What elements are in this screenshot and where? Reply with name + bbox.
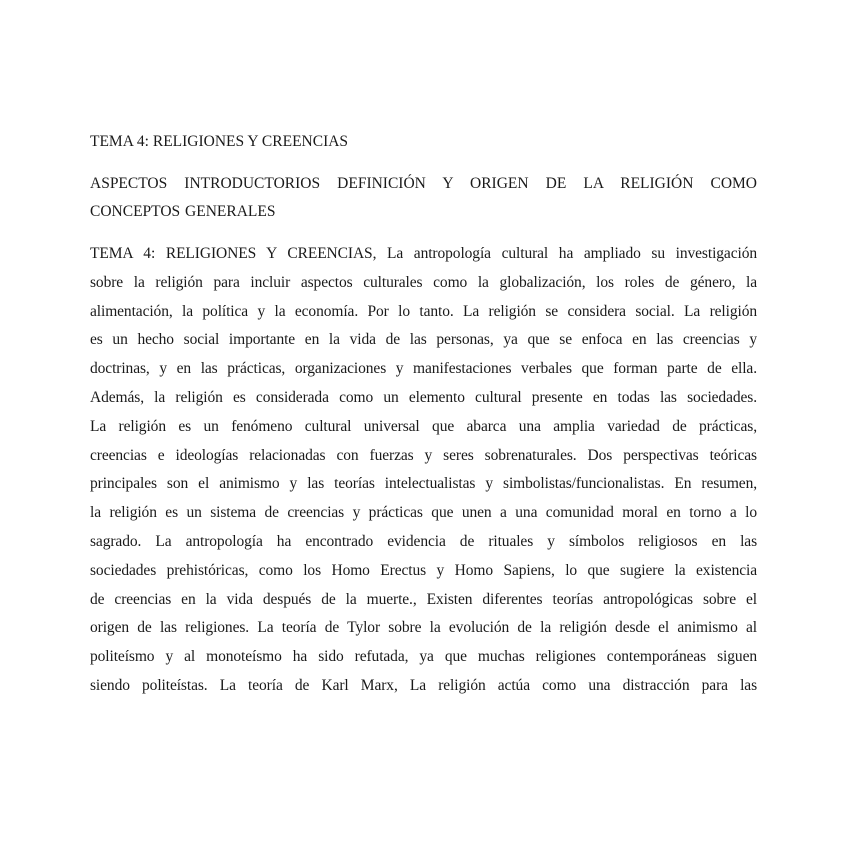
- subtitle-line: CONCEPTOS GENERALES: [90, 203, 276, 220]
- body-line: siendo politeístas. La teoría de Karl Marx, La religión actúa como una distracción para las: [90, 676, 757, 694]
- document-subtitle: [90, 170, 757, 226]
- body-line: La religión es un fenómeno cultural universal que abarca una amplia variedad de prácticas,: [90, 417, 757, 435]
- body-line: TEMA 4: RELIGIONES Y CREENCIAS, La antropología cultural ha ampliado su investigación: [90, 245, 757, 262]
- document-title: TEMA 4: RELIGIONES Y CREENCIAS: [90, 133, 349, 150]
- body-line: principales son el animismo y las teorías intelectualistas y simbolistas/funcionalistas. En resumen,: [90, 475, 757, 493]
- subtitle-line: ASPECTOS INTRODUCTORIOS DEFINICIÓN Y ORIGEN DE LA RELIGIÓN COMO: [90, 175, 757, 192]
- body-line: politeísmo y al monoteísmo ha sido refutada, ya que muchas religiones contemporáneas siguen: [90, 648, 757, 666]
- body-line: doctrinas, y en las prácticas, organizaciones y manifestaciones verbales que forman parte de ella.: [90, 360, 757, 378]
- body-line: de creencias en la vida después de la muerte., Existen diferentes teorías antropológicas sobre el: [90, 590, 757, 608]
- document-page: [90, 128, 757, 701]
- body-line: sociedades prehistóricas, como los Homo Erectus y Homo Sapiens, lo que sugiere la existencia: [90, 561, 757, 579]
- body-line: alimentación, la política y la economía. Por lo tanto. La religión se considera social. La religión: [90, 302, 757, 320]
- body-line: creencias e ideologías relacionadas con fuerzas y seres sobrenaturales. Dos perspectivas teóricas: [90, 446, 757, 464]
- body-line: es un hecho social importante en la vida de las personas, ya que se enfoca en las creencias y: [90, 331, 757, 349]
- body-line: la religión es un sistema de creencias y prácticas que unen a una comunidad moral en torno a lo: [90, 504, 757, 522]
- body-line: Además, la religión es considerada como un elemento cultural presente en todas las sociedades.: [90, 388, 757, 406]
- body-line: origen de las religiones. La teoría de Tylor sobre la evolución de la religión desde el animismo al: [90, 619, 757, 637]
- body-line: sobre la religión para incluir aspectos culturales como la globalización, los roles de género, la: [90, 273, 757, 291]
- body-paragraph: [90, 240, 757, 701]
- body-line: sagrado. La antropología ha encontrado evidencia de rituales y símbolos religiosos en las: [90, 532, 757, 550]
